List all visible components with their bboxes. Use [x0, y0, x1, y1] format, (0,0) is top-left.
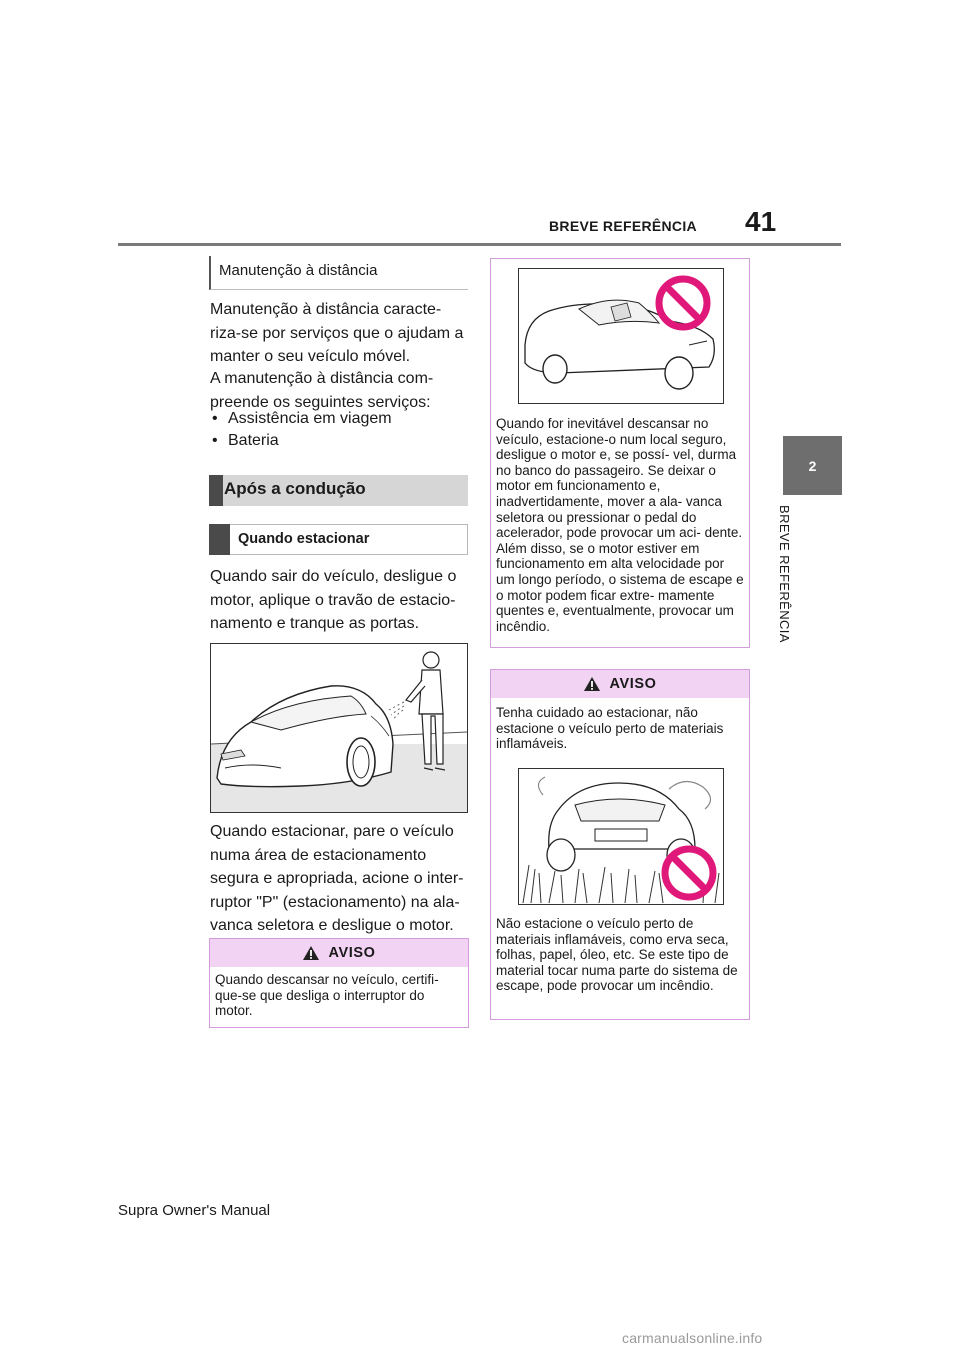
- warning-text-sleep: Quando for inevitável descansar no veículo, estacione-o num local seguro, desligue o motor e, se possí- vel, durma no banco do passageiro. Se deixar o motor em funcionamento e, inadvertidamente, mover a ala- vanca seletora ou pressionar o pedal do acelerador, pode provocar um aci- dente. Além disso, se o motor estiver em funcionamento em alta velocidade por um longo período, o sistema de escape e o motor podem ficar extre- mamente quentes e, eventualmente, provocar um incêndio.: [496, 416, 744, 634]
- paragraph-services: A manutenção à distância com- preende os seguintes serviços:: [210, 370, 434, 411]
- car-grass-illustration: [519, 769, 723, 904]
- subsection-marker: [209, 524, 230, 555]
- warning-triangle-icon: [583, 676, 601, 692]
- warning-header: [491, 670, 749, 698]
- chapter-side-label: [760, 505, 820, 665]
- illustration-flammable-grass: [518, 768, 724, 905]
- page-number: 41: [745, 206, 777, 237]
- paragraph-parking-procedure: Quando estacionar, pare o veículo numa área de estacionamento segura e apropriada, acione o inter- ruptor "P" (estacionamento) na ala- vanca seletora e desligue o motor.: [210, 823, 464, 934]
- warning-box-sleep: [490, 258, 750, 648]
- car-sleep-illustration: [519, 269, 723, 403]
- subheading-remote-maintenance: [209, 256, 468, 290]
- paragraph-remote-maintenance: Manutenção à distância caracte- riza-se por serviços que o ajudam a manter o seu veículo móvel.: [210, 301, 464, 365]
- services-list: [210, 408, 472, 452]
- list-item: • Bateria: [210, 430, 472, 452]
- section-marker: [209, 475, 223, 506]
- warning-box-rest: [209, 938, 469, 1028]
- list-item: • Assistência em viagem: [210, 408, 472, 430]
- warning-text: Quando descansar no veículo, certifi- que-se que desliga o interruptor do motor.: [215, 972, 439, 1019]
- header-rule: [118, 243, 841, 246]
- warning-label: AVISO: [328, 945, 376, 961]
- warning-text-flammable-detail: Não estacione o veículo perto de materiais inflamáveis, como erva seca, folhas, papel, óleo, etc. Se este tipo de material tocar numa parte do sistema de escape, pode provocar um incêndio.: [496, 916, 738, 994]
- paragraph-leaving-vehicle: Quando sair do veículo, desligue o motor, aplique o travão de estacio- namento e tranque as portas.: [210, 568, 457, 632]
- illustration-locking-car: [210, 643, 468, 813]
- subheading-text: Manutenção à distância: [219, 262, 378, 279]
- chapter-number: 2: [808, 457, 817, 474]
- car-lock-illustration: [211, 644, 467, 812]
- warning-triangle-icon: [302, 945, 320, 961]
- header-title: BREVE REFERÊNCIA: [549, 218, 697, 234]
- illustration-sleeping-driver: [518, 268, 724, 404]
- warning-text-flammable-intro: Tenha cuidado ao estacionar, não estacione o veículo perto de materiais inflamáveis.: [496, 705, 724, 752]
- subsection-heading-parking: [209, 524, 468, 555]
- warning-label: AVISO: [609, 676, 657, 692]
- watermark: carmanualsonline.info: [622, 1330, 763, 1346]
- subsection-heading-text: Quando estacionar: [238, 531, 370, 547]
- section-heading-after-driving: [209, 475, 468, 506]
- warning-header: [210, 939, 468, 967]
- chapter-label-text: BREVE REFERÊNCIA: [777, 505, 792, 643]
- section-heading-text: Após a condução: [224, 479, 366, 498]
- warning-box-flammable: [490, 669, 750, 1020]
- chapter-tab: [783, 436, 842, 495]
- manual-title: Supra Owner's Manual: [118, 1202, 271, 1219]
